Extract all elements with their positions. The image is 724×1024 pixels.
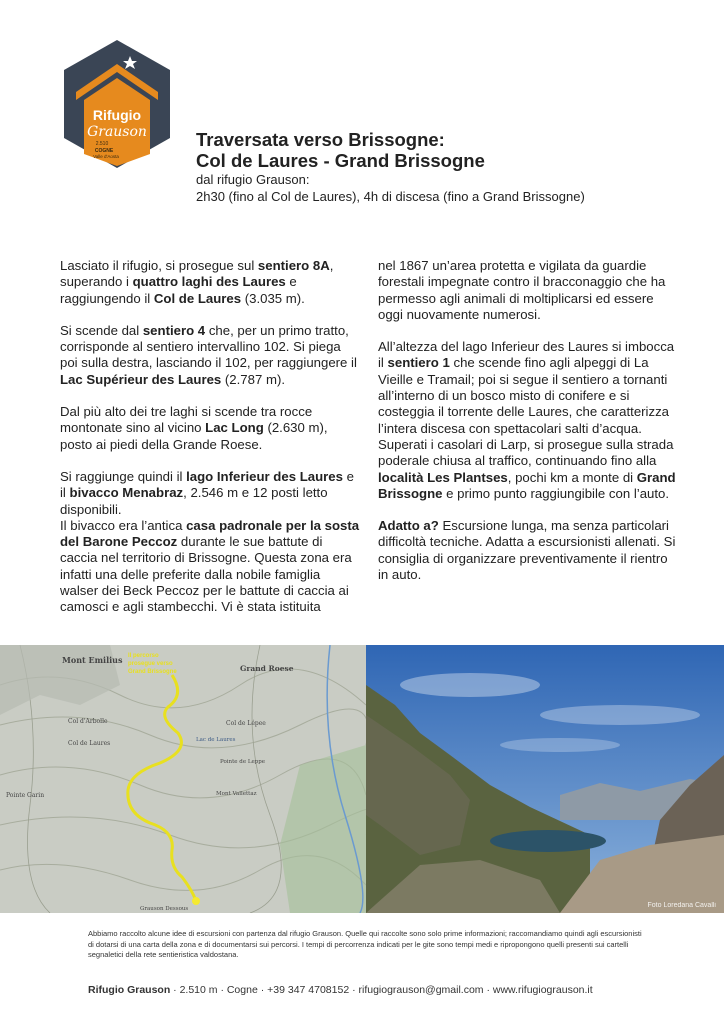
- map-label-col-arbolle: Col d'Arbolle: [68, 718, 108, 725]
- right-column: [378, 258, 678, 599]
- paragraph-descent: Si scende dal sentiero 4 che, per un primo tratto, corrisponde al sentiero intervallino 102. Si piega poi sulla destra, lasciando il 102, per raggiungere il Lac Supérieur des Laures (2.787 m).: [60, 322, 357, 387]
- page-title-line2: Col de Laures - Grand Brissogne: [196, 150, 485, 171]
- topographic-map: [0, 645, 382, 913]
- route-endpoint: [192, 897, 200, 905]
- paragraph-history: Il bivacco era l’antica casa padronale per la sosta del Barone Peccoz durante le sue battute di caccia nel territorio di Brissogne. Questa zona era infatti una delle preferite dalla nobile famiglia walser dei Beck Peccoz per le battute di caccia ai camosci e agli stambecchi. Vi è stata istituita: [60, 517, 360, 615]
- footer-disclaimer: Abbiamo raccolto alcune idee di escursioni con partenza dal rifugio Grauson. Quelle qui raccolte sono solo prime informazioni; raccomandiamo quindi agli escursionisti di dotarsi di una carta della zona e di documentarsi sui percorsi. I tempi di percorrenza indicati per le gite sono tempi medi e ripropongono quelli presenti sui cartelli segnaletici della rete sentieristica valdostana.: [88, 929, 642, 959]
- logo-town: COGNE: [94, 148, 114, 154]
- landscape-photo: [366, 645, 724, 913]
- map-label-grauson-dessous: Grauson Dessous: [140, 906, 189, 912]
- map-label-lac-de-laures: Lac de Laures: [196, 737, 236, 743]
- map-label-col-de-lepee: Col de Lépee: [226, 720, 266, 727]
- logo-name-line1: Rifugio: [92, 107, 142, 123]
- logo-region: Valle d'Aosta: [93, 154, 119, 159]
- paragraph-history-cont: nel 1867 un’area protetta e vigilata da guardie forestali impegnate contro il bracconaggio che ha permesso agli animali di moltiplicarsi ed essere oggi nuovamente numerosi.: [378, 258, 666, 322]
- left-column: [60, 258, 360, 632]
- map-label-pointe-de-leppe: Pointe de Leppe: [220, 759, 266, 765]
- route-label-1: Il percorso: [128, 653, 159, 659]
- map-label-pointe-garin: Pointe Garin: [6, 792, 45, 799]
- paragraph-les-plantses: Superati i casolari di Larp, si prosegue sulla strada poderale chiusa al traffico, continuando fino alla località Les Plantses, pochi km a monte di Grand Brissogne e primo punto raggiungibile con l’auto.: [378, 436, 676, 501]
- rifugio-grauson-logo: [62, 38, 172, 170]
- paragraph-sentiero-1: All’altezza del lago Inferieur des Laures si imbocca il sentiero 1 che scende fino agli alpeggi di La Vieille e Tramail; poi si segue il sentiero a tornanti all’interno di un bosco misto di conifere e si costeggia il torrente delle Laures, che caratterizza l’intera discesa con spettacolari salti d’acqua.: [378, 339, 675, 436]
- lake: [490, 830, 606, 852]
- map-label-col-de-laures: Col de Laures: [68, 740, 111, 747]
- paragraph-bivacco: Si raggiunge quindi il lago Inferieur des Laures e il bivacco Menabraz, 2.546 m e 12 posti letto disponibili.: [60, 468, 354, 517]
- map-and-photo-strip: [0, 645, 724, 913]
- subtitle-line1: dal rifugio Grauson:: [196, 172, 310, 187]
- map-label-grand-roese: Grand Roese: [240, 664, 294, 673]
- route-label-2: prosegue verso: [128, 661, 173, 667]
- footer-contact-name: Rifugio Grauson: [88, 984, 171, 996]
- logo-altitude: 2.510: [95, 141, 109, 147]
- map-label-mont-vallettaz: Mont Vallettaz: [216, 791, 257, 797]
- subtitle-line2: 2h30 (fino al Col de Laures), 4h di discesa (fino a Grand Brissogne): [196, 189, 585, 204]
- logo-name-line2: Grauson: [87, 124, 147, 140]
- photo-credit: Foto Loredana Cavalli: [647, 902, 716, 909]
- paragraph-start: Lasciato il rifugio, si prosegue sul sentiero 8A, superando i quattro laghi des Laures e raggiungendo il Col de Laures (3.035 m).: [60, 258, 334, 306]
- route-label-3: Grand Brissogne: [128, 669, 177, 675]
- page-title-line1: Traversata verso Brissogne:: [196, 129, 445, 150]
- footer-contact-details: · 2.510 m · Cogne · +39 347 4708152 · rifugiograuson@gmail.com · www.rifugiograuson.it: [170, 984, 593, 996]
- paragraph-lac-long: Dal più alto dei tre laghi si scende tra rocce montonate sino al vicino Lac Long (2.630 m), posto ai piedi della Grande Roese.: [60, 404, 328, 452]
- map-label-mont-emilius: Mont Emilius: [62, 655, 123, 665]
- title-block: [196, 129, 676, 205]
- paragraph-adatto: Adatto a? Escursione lunga, ma senza particolari difficoltà tecniche. Adatta a escursionisti allenati. Si consiglia di organizzare preventivamente il rientro in auto.: [378, 518, 676, 583]
- footer-contact: [88, 984, 593, 996]
